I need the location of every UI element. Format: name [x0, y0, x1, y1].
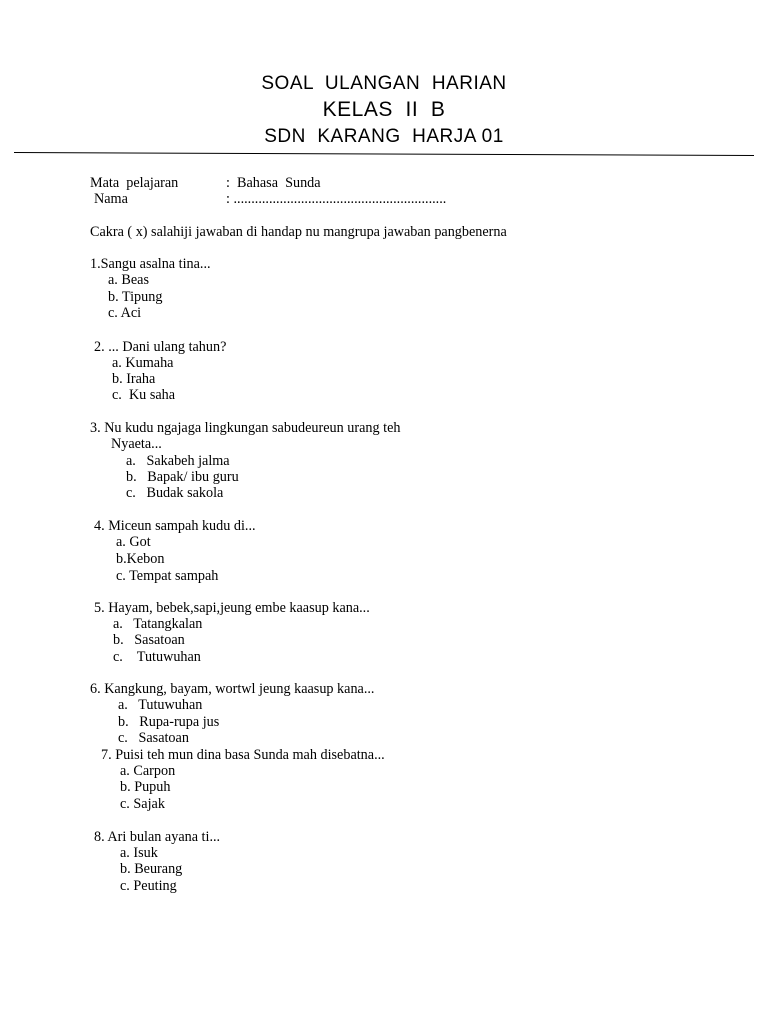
q6-option-a: a. Tutuwuhan: [118, 697, 203, 713]
name-value: : ............................................................: [226, 191, 447, 207]
q5-option-c: c. Tutuwuhan: [113, 649, 201, 665]
question-6: 6. Kangkung, bayam, wortwl jeung kaasup kana...: [90, 681, 375, 697]
q3-option-c: c. Budak sakola: [126, 485, 224, 501]
q3-option-b: b. Bapak/ ibu guru: [126, 469, 239, 485]
question-8: 8. Ari bulan ayana ti...: [94, 829, 221, 845]
q5-option-a: a. Tatangkalan: [113, 616, 203, 632]
q4-option-c: c. Tempat sampah: [116, 568, 219, 584]
question-4: 4. Miceun sampah kudu di...: [94, 518, 256, 534]
question-7: 7. Puisi teh mun dina basa Sunda mah disebatna...: [101, 747, 385, 763]
name-label: Nama: [94, 191, 128, 207]
q1-option-c: c. Aci: [108, 305, 142, 321]
q2-option-b: b. Iraha: [112, 371, 156, 387]
q5-option-b: b. Sasatoan: [113, 632, 185, 648]
subject-label: Mata pelajaran: [90, 175, 179, 191]
q7-option-c: c. Sajak: [120, 796, 165, 812]
q6-option-c: c. Sasatoan: [118, 730, 189, 746]
q7-option-b: b. Pupuh: [120, 779, 171, 795]
title-line-2: KELAS II B: [322, 98, 446, 121]
question-5: 5. Hayam, bebek,sapi,jeung embe kaasup kana...: [94, 600, 370, 616]
q2-option-a: a. Kumaha: [112, 355, 174, 371]
question-3-continued: Nyaeta...: [111, 436, 162, 452]
header-divider: [14, 152, 754, 156]
q4-option-a: a. Got: [116, 534, 151, 550]
q3-option-a: a. Sakabeh jalma: [126, 453, 230, 469]
question-1: 1.Sangu asalna tina...: [90, 256, 211, 272]
question-3: 3. Nu kudu ngajaga lingkungan sabudeureun urang teh: [90, 420, 401, 436]
q6-option-b: b. Rupa-rupa jus: [118, 714, 220, 730]
q8-option-a: a. Isuk: [120, 845, 158, 861]
q1-option-b: b. Tipung: [108, 289, 163, 305]
question-2: 2. ... Dani ulang tahun?: [94, 339, 227, 355]
title-line-3: SDN KARANG HARJA 01: [264, 126, 504, 147]
instruction: Cakra ( x) salahiji jawaban di handap nu mangrupa jawaban pangbenerna: [90, 224, 507, 240]
q8-option-b: b. Beurang: [120, 861, 183, 877]
q4-option-b: b.Kebon: [116, 551, 165, 567]
q8-option-c: c. Peuting: [120, 878, 177, 894]
q1-option-a: a. Beas: [108, 272, 149, 288]
title-line-1: SOAL ULANGAN HARIAN: [261, 73, 507, 94]
q2-option-c: c. Ku saha: [112, 387, 176, 403]
subject-value: : Bahasa Sunda: [226, 175, 321, 191]
q7-option-a: a. Carpon: [120, 763, 176, 779]
